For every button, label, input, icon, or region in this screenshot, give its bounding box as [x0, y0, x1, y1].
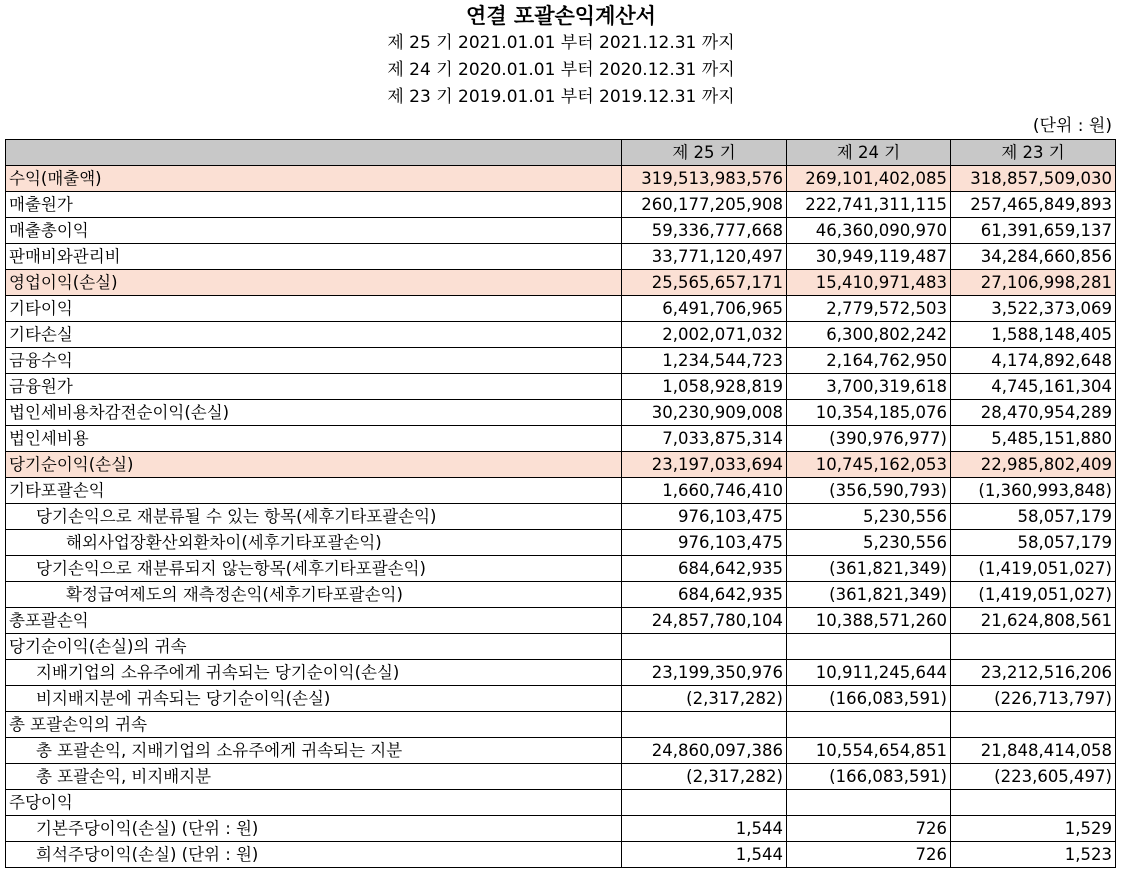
row-value-period-23: (226,713,797) — [951, 686, 1116, 712]
row-value-period-24 — [787, 790, 951, 816]
table-row — [6, 686, 1116, 712]
row-label: 기타포괄손익 — [6, 478, 622, 504]
row-value-period-23: 58,057,179 — [951, 530, 1116, 556]
row-value-period-23: 27,106,998,281 — [951, 270, 1116, 296]
row-value-period-23: 1,588,148,405 — [951, 322, 1116, 348]
row-value-period-25: 1,544 — [622, 816, 787, 842]
row-value-period-23: 4,174,892,648 — [951, 348, 1116, 374]
row-label: 당기손익으로 재분류되지 않는항목(세후기타포괄손익) — [6, 556, 622, 582]
table-row — [6, 296, 1116, 322]
row-value-period-24: 10,554,654,851 — [787, 738, 951, 764]
row-value-period-25 — [622, 790, 787, 816]
row-value-period-25: 33,771,120,497 — [622, 244, 787, 270]
table-row — [6, 712, 1116, 738]
row-value-period-25: 23,199,350,976 — [622, 660, 787, 686]
table-row — [6, 452, 1116, 478]
row-value-period-23: 21,848,414,058 — [951, 738, 1116, 764]
row-value-period-25: 260,177,205,908 — [622, 192, 787, 218]
table-row — [6, 582, 1116, 608]
table-row — [6, 244, 1116, 270]
row-label: 총포괄손익 — [6, 608, 622, 634]
table-row — [6, 270, 1116, 296]
row-value-period-25: 30,230,909,008 — [622, 400, 787, 426]
row-value-period-25: 24,857,780,104 — [622, 608, 787, 634]
row-value-period-24: 5,230,556 — [787, 504, 951, 530]
row-value-period-24: 2,164,762,950 — [787, 348, 951, 374]
row-value-period-24: 10,745,162,053 — [787, 452, 951, 478]
row-value-period-25: 1,234,544,723 — [622, 348, 787, 374]
row-label: 영업이익(손실) — [6, 270, 622, 296]
row-value-period-24: (361,821,349) — [787, 556, 951, 582]
row-label: 총 포괄손익, 비지배지분 — [6, 764, 622, 790]
row-value-period-24: 46,360,090,970 — [787, 218, 951, 244]
row-value-period-23: 58,057,179 — [951, 504, 1116, 530]
row-label: 비지배지분에 귀속되는 당기순이익(손실) — [6, 686, 622, 712]
row-value-period-24 — [787, 712, 951, 738]
row-value-period-25: 1,660,746,410 — [622, 478, 787, 504]
row-value-period-24: (361,821,349) — [787, 582, 951, 608]
row-value-period-24: 726 — [787, 842, 951, 868]
row-value-period-25: 976,103,475 — [622, 530, 787, 556]
row-value-period-24: 10,911,245,644 — [787, 660, 951, 686]
column-header-period-24: 제 24 기 — [787, 140, 951, 166]
table-row — [6, 478, 1116, 504]
row-label: 법인세비용차감전순이익(손실) — [6, 400, 622, 426]
row-value-period-23: (223,605,497) — [951, 764, 1116, 790]
row-value-period-24: (166,083,591) — [787, 686, 951, 712]
row-value-period-24: 10,388,571,260 — [787, 608, 951, 634]
row-value-period-23: (1,419,051,027) — [951, 582, 1116, 608]
row-value-period-23: 1,529 — [951, 816, 1116, 842]
row-value-period-24: 10,354,185,076 — [787, 400, 951, 426]
table-row — [6, 530, 1116, 556]
row-label: 총 포괄손익, 지배기업의 소유주에게 귀속되는 지분 — [6, 738, 622, 764]
row-label: 희석주당이익(손실) (단위 : 원) — [6, 842, 622, 868]
row-label: 주당이익 — [6, 790, 622, 816]
table-row — [6, 348, 1116, 374]
row-value-period-23 — [951, 790, 1116, 816]
row-label: 수익(매출액) — [6, 166, 622, 192]
row-value-period-25: (2,317,282) — [622, 686, 787, 712]
row-value-period-25: 24,860,097,386 — [622, 738, 787, 764]
row-value-period-25: (2,317,282) — [622, 764, 787, 790]
row-label: 매출총이익 — [6, 218, 622, 244]
income-statement-table — [5, 139, 1116, 868]
row-label: 확정급여제도의 재측정손익(세후기타포괄손익) — [6, 582, 622, 608]
row-value-period-24: (390,976,977) — [787, 426, 951, 452]
row-value-period-25: 6,491,706,965 — [622, 296, 787, 322]
row-value-period-25: 684,642,935 — [622, 556, 787, 582]
row-value-period-25: 976,103,475 — [622, 504, 787, 530]
column-header-period-23: 제 23 기 — [951, 140, 1116, 166]
row-value-period-24: 15,410,971,483 — [787, 270, 951, 296]
row-value-period-25: 684,642,935 — [622, 582, 787, 608]
row-label: 금융원가 — [6, 374, 622, 400]
row-value-period-25: 1,058,928,819 — [622, 374, 787, 400]
row-value-period-23: 318,857,509,030 — [951, 166, 1116, 192]
row-value-period-23: 5,485,151,880 — [951, 426, 1116, 452]
row-label: 법인세비용 — [6, 426, 622, 452]
table-row — [6, 426, 1116, 452]
table-row — [6, 218, 1116, 244]
table-row — [6, 504, 1116, 530]
table-row — [6, 166, 1116, 192]
row-value-period-24 — [787, 634, 951, 660]
row-value-period-23: 1,523 — [951, 842, 1116, 868]
row-value-period-23: (1,419,051,027) — [951, 556, 1116, 582]
column-header-period-25: 제 25 기 — [622, 140, 787, 166]
row-value-period-23: 22,985,802,409 — [951, 452, 1116, 478]
row-value-period-25: 25,565,657,171 — [622, 270, 787, 296]
table-row — [6, 374, 1116, 400]
table-row — [6, 790, 1116, 816]
row-label: 당기손익으로 재분류될 수 있는 항목(세후기타포괄손익) — [6, 504, 622, 530]
row-value-period-23: 34,284,660,856 — [951, 244, 1116, 270]
row-value-period-23 — [951, 712, 1116, 738]
row-label: 당기순이익(손실)의 귀속 — [6, 634, 622, 660]
period-line-24: 제 24 기 2020.01.01 부터 2020.12.31 까지 — [387, 60, 735, 80]
row-value-period-25: 2,002,071,032 — [622, 322, 787, 348]
table-row — [6, 556, 1116, 582]
period-line-23: 제 23 기 2019.01.01 부터 2019.12.31 까지 — [387, 87, 735, 107]
row-value-period-25: 1,544 — [622, 842, 787, 868]
row-value-period-24: 222,741,311,115 — [787, 192, 951, 218]
row-value-period-23: 23,212,516,206 — [951, 660, 1116, 686]
table-row — [6, 764, 1116, 790]
row-label: 기타이익 — [6, 296, 622, 322]
row-label: 해외사업장환산외환차이(세후기타포괄손익) — [6, 530, 622, 556]
column-header-item — [6, 140, 622, 166]
row-value-period-23: 21,624,808,561 — [951, 608, 1116, 634]
row-value-period-24: 3,700,319,618 — [787, 374, 951, 400]
row-label: 기본주당이익(손실) (단위 : 원) — [6, 816, 622, 842]
row-value-period-23: (1,360,993,848) — [951, 478, 1116, 504]
table-header-row — [6, 140, 1116, 166]
row-value-period-25: 23,197,033,694 — [622, 452, 787, 478]
row-label: 총 포괄손익의 귀속 — [6, 712, 622, 738]
row-value-period-25: 59,336,777,668 — [622, 218, 787, 244]
row-value-period-25 — [622, 634, 787, 660]
row-label: 판매비와관리비 — [6, 244, 622, 270]
row-value-period-24: (166,083,591) — [787, 764, 951, 790]
statement-title: 연결 포괄손익계산서 — [466, 4, 656, 28]
row-label: 지배기업의 소유주에게 귀속되는 당기순이익(손실) — [6, 660, 622, 686]
row-label: 매출원가 — [6, 192, 622, 218]
table-row — [6, 634, 1116, 660]
row-value-period-23: 3,522,373,069 — [951, 296, 1116, 322]
row-value-period-24: 726 — [787, 816, 951, 842]
table-row — [6, 660, 1116, 686]
table-row — [6, 192, 1116, 218]
row-label: 당기순이익(손실) — [6, 452, 622, 478]
table-row — [6, 400, 1116, 426]
row-label: 금융수익 — [6, 348, 622, 374]
row-value-period-24: 6,300,802,242 — [787, 322, 951, 348]
unit-label: (단위 : 원) — [1032, 116, 1112, 136]
table-row — [6, 738, 1116, 764]
row-value-period-23 — [951, 634, 1116, 660]
row-value-period-24: 269,101,402,085 — [787, 166, 951, 192]
row-value-period-25: 319,513,983,576 — [622, 166, 787, 192]
row-value-period-23: 4,745,161,304 — [951, 374, 1116, 400]
period-line-25: 제 25 기 2021.01.01 부터 2021.12.31 까지 — [387, 33, 735, 53]
table-row — [6, 608, 1116, 634]
row-value-period-24: (356,590,793) — [787, 478, 951, 504]
row-value-period-23: 61,391,659,137 — [951, 218, 1116, 244]
row-value-period-24: 30,949,119,487 — [787, 244, 951, 270]
row-value-period-23: 257,465,849,893 — [951, 192, 1116, 218]
row-value-period-25 — [622, 712, 787, 738]
table-row — [6, 842, 1116, 868]
row-value-period-24: 5,230,556 — [787, 530, 951, 556]
table-row — [6, 322, 1116, 348]
table-row — [6, 816, 1116, 842]
row-value-period-23: 28,470,954,289 — [951, 400, 1116, 426]
row-label: 기타손실 — [6, 322, 622, 348]
row-value-period-25: 7,033,875,314 — [622, 426, 787, 452]
row-value-period-24: 2,779,572,503 — [787, 296, 951, 322]
